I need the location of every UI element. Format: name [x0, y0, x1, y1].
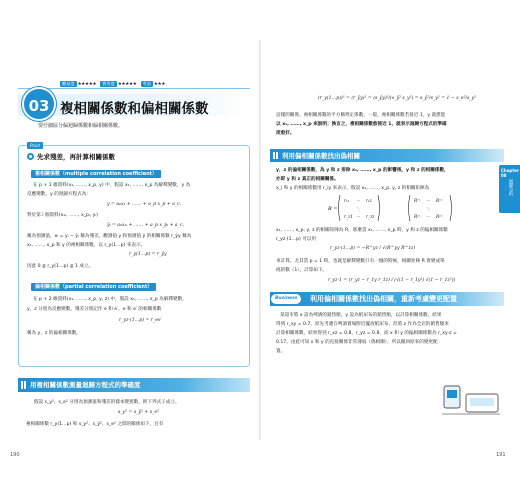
body-line: 在 p + 1 維資料(x₁, ……, x_p, y) 中，假設 x₁, ……, x_p 為解釋變數，y 為	[33, 183, 191, 188]
rating-difficulty	[60, 81, 96, 87]
formula: r_yz·(1…p) = r_ee′	[119, 318, 162, 323]
business-pill: Business	[271, 294, 301, 304]
section-title: 複相關係數和偏相關係數	[60, 101, 209, 117]
svg-text:⋯: ⋯	[356, 198, 361, 203]
page-number-left: 190	[10, 452, 20, 458]
body-line: 在 p + 2 維資料(x₁, ……, x_p, y, z) 中，假設 x₁, ……, x_p 為解釋變數，	[33, 297, 187, 302]
correlation-matrices	[328, 192, 458, 224]
matrix-bracket	[339, 195, 341, 221]
partial-correlation-heading: 偏相關係數（partial correlation coefficient）	[31, 283, 156, 291]
body-line: x₁, ……, x_p, y, z 的相關矩陣為 R，那麼當 x₁, ……, x_p 時，y 和 z 的偏相關係數	[276, 228, 448, 233]
formula: r_y(1…p) = r_ŷy	[129, 252, 167, 257]
business-bar	[270, 292, 504, 306]
star-rating: ★★★★★	[77, 81, 97, 87]
point-title: 先求殘差，再計算相關係數	[37, 153, 115, 161]
body-line: 假設 s_y²、s_e² 分別為預測值和殘差的樣本變異數，則下列式子成立。	[34, 400, 180, 405]
star-rating: ★★★	[153, 81, 166, 87]
svg-text:Rᶻᶻ: Rᶻᶻ	[436, 214, 442, 219]
diaper-label	[470, 398, 494, 406]
point-box	[18, 145, 250, 367]
body-line: 稱為預測值，eᵢ = yᵢ − ŷᵢ 稱為殘差。觀測值 y 和預測值 ŷ 的相關係數 r_ŷy 稱為	[27, 234, 192, 239]
body-line: 以 x₁, ……, x_p 來說明；換言之，複相關係數愈接近 1，就表示迴歸方程式的準確	[276, 122, 447, 127]
rating-tag: 實用度	[102, 81, 115, 86]
body-line: x₁, ……, x_p 和 y 的複相關係數，以 r_y(1…p) 來表示。	[27, 243, 146, 248]
rating-tag: 難易度	[62, 81, 75, 86]
svg-text:r_z1: r_z1	[344, 214, 353, 219]
svg-text:⋱: ⋱	[356, 206, 361, 211]
matrix-bracket	[378, 195, 380, 221]
body-line: 置。	[276, 349, 286, 354]
matrix-bracket	[409, 195, 411, 221]
body-line: 來計算。尤其當 p = 1 時，也就是解釋變數只有一個的時候，相關矩陣 R 會變成單	[276, 259, 445, 264]
bar-mark	[21, 381, 23, 389]
body-line: y，z 的偏相關係數，為 y 和 z 排除 x₁, ……, x_p 的影響後，y 和 z 的相關係數，	[276, 168, 449, 173]
bar-mark	[24, 381, 26, 389]
bar-mark	[273, 152, 275, 159]
subsection-bar	[270, 149, 504, 162]
svg-text:R¹ᶻ: R¹ᶻ	[436, 198, 443, 203]
body-line: 亦即 y 和 z 真正的相關關係。	[276, 177, 339, 182]
formula: r_yz·(1…p) = −R^yz / √(R^yy R^zz)	[330, 246, 416, 251]
formula: r_yz·1 = (r_yz − r_1y r_1z) / (√(1 − r_1y²) √(1 − r_1z²))	[328, 278, 456, 283]
section-banner	[18, 88, 250, 116]
body-line: y，z 分別為反應變數。殘差分別記作 e 和 e′，e 和 e′ 的相關係數	[27, 307, 162, 312]
body-line: 因此 0 ≦ r_y(1…p) ≦ 1 成立。	[27, 264, 94, 269]
svg-text:r₁₁: r₁₁	[344, 198, 350, 203]
section-number-badge: 03	[22, 87, 56, 121]
body-line: 這樣的關係。複相關係數的平方稱判定係數，一般，複相關係數若接近 1，y 就愈能	[276, 113, 446, 118]
svg-text:⋱: ⋱	[426, 206, 431, 211]
rating-exam	[141, 81, 166, 87]
body-line: 某超市將 x 設為啤酒的銷售額，y 設為紙尿布的銷售額，以計算相關係數，結果	[280, 313, 442, 318]
pointer-icon	[27, 153, 34, 160]
svg-text:r_zz: r_zz	[366, 214, 375, 219]
matrix-bracket	[450, 195, 452, 221]
chapter-tab	[499, 165, 520, 213]
matrix-label: R =	[328, 206, 338, 212]
body-line: 反應變數，y 的迴歸方程式為：	[27, 192, 91, 197]
body-line: x_i 和 y 的相關係數用 r_iy 來表示，假設 x₁, ……, x_p, y, z 的相關矩陣為	[276, 186, 430, 191]
body-line: 複相關係數 r_y(1…p) 和 s_y²、s_ŷ²、s_e² 之間的關係如下，且有	[26, 422, 164, 427]
body-line: 純的數（1），計算如下。	[276, 268, 328, 273]
body-line: 稱為 y，z 的偏相關係數。	[27, 331, 81, 336]
rating-row	[60, 81, 165, 87]
rating-tag: 考試	[142, 81, 151, 86]
svg-text:r₁z: r₁z	[366, 198, 372, 203]
left-page	[18, 62, 250, 462]
subsection-bar	[18, 378, 250, 392]
chapter-number: Chapter 08	[501, 168, 519, 178]
multiple-correlation-heading: 複相關係數（multiple correlation coefficient）	[31, 170, 161, 178]
rating-practical	[100, 81, 136, 87]
matrix-entries	[344, 198, 443, 219]
point-heading	[27, 152, 115, 161]
body-line: 度愈好。	[276, 131, 295, 136]
body-line: 計算相關係數，結果得到 r_xz = 0.8，r_yz = 0.8，而 x 和 y 的偏相關係數為 r_xy·z =	[276, 331, 457, 336]
star-rating: ★★★★★	[117, 81, 137, 87]
page-number-right: 191	[496, 452, 506, 458]
formula: (r_y(1…p))² = (r_ŷy)² = (s_ŷy)²/(s_ŷ² s_y²) = s_ŷ²/s_y² = 1 − s_e²/s_y²	[318, 96, 477, 101]
svg-text:⋯: ⋯	[426, 198, 431, 203]
subsection-title: 用複相關係數測量迴歸方程式的準確度	[30, 381, 141, 389]
shopping-illustration	[440, 380, 502, 418]
intro-text: 要仔細區分偏迴歸係數和偏相關係數。	[38, 123, 124, 129]
svg-text:⋯: ⋯	[426, 214, 431, 219]
body-line: r_yz·(1…p) 可以用	[276, 237, 317, 242]
beer-label	[447, 390, 457, 398]
subsection-title: 利用偏相關係數找出偽相關	[282, 151, 360, 160]
point-tag: Point	[27, 142, 43, 149]
formula: y = a₀x₁ + …… + a_p x_p + a_c，	[107, 202, 185, 207]
body-line: 得到 r_xy = 0.7。原先考慮在啤酒賣場附近擺放紙尿布，但將 z 作為全店的銷售額來	[276, 322, 449, 327]
book-gutter	[259, 40, 261, 440]
chapter-title: 迴歸分析	[508, 179, 513, 197]
svg-text:R¹¹: R¹¹	[414, 198, 421, 203]
business-title: 利用偏相關係數找出偽相關，重新考慮變更配置	[310, 295, 457, 303]
svg-text:⋯: ⋯	[356, 214, 361, 219]
bar-mark	[276, 152, 278, 159]
body-line: 對於第 i 個資料(x₁ᵢ, ……, x_pᵢ, yᵢ)	[27, 213, 98, 218]
svg-text:Rᶻ¹: Rᶻ¹	[414, 214, 421, 219]
body-line: 0.17。由此可知 x 和 y 的直接關係非常薄弱（偽相關），所以撤回原來的變更配	[276, 340, 438, 345]
formula: ŷᵢ = a₀x₁ᵢ + …… + a_p x_pᵢ + a_c，	[107, 223, 188, 228]
formula: s_y² = s_ŷ² + s_e²	[118, 410, 159, 415]
